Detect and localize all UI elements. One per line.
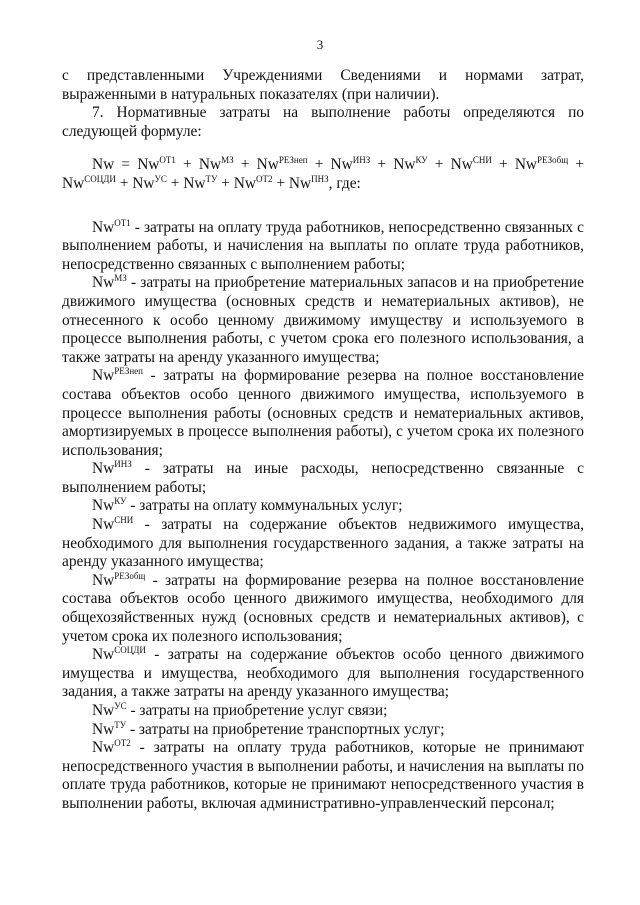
formula-lhs: Nw xyxy=(92,156,115,174)
definition-reznep: $Nw^{РЕЗнеп}$ - затраты на формирование резерва на полное восстановление состава объектов особо ценного движимого имущества, используемого в процессе выполнения работы (основных средств и нематериальных активов, амортизируемых в процессе выполнения работы), с учетом срока их полезного использования; xyxy=(62,366,584,459)
definition-ot1: $Nw^{ОТ1}$ - затраты на оплату труда работников, непосредственно связанных с выполнением работы, и начисления на выплаты по оплате труда работников, непосредственно связанных с выполнением работы; xyxy=(62,217,584,273)
formula-term: $Nw^{КУ}$ xyxy=(393,155,428,174)
section-7-paragraph: 7. Нормативные затраты на выполнение работы определяются по следующей формуле: xyxy=(62,104,584,140)
cost-formula: $Nw = Nw^{ОТ1} + Nw^{МЗ} + Nw^{РЕЗнеп} + Nw^{ИНЗ} + Nw^{КУ} + Nw^{СНИ} + Nw^{РЕЗобщ} + Nw^{СОЦДИ} + Nw^{УС} + Nw^{ТУ} + Nw^{ОТ2} + Nw^{ПНЗ}$, где: xyxy=(62,155,584,192)
definition-mz: $Nw^{МЗ}$ - затраты на приобретение материальных запасов и на приобретение движимого имущества (основных средств и нематериальных активов), не отнесенного к особо ценному движимому имуществу и используемого в процессе выполнения работы, с учетом срока его полезного использования, а также затраты на аренду указанного имущества; xyxy=(62,273,584,366)
intro-paragraph: с представленными Учреждениями Сведениями и нормами затрат, выраженными в натуральных показателях (при наличии). xyxy=(62,67,584,103)
formula-term: $Nw^{ПНЗ}$ xyxy=(288,173,329,192)
formula-term: $Nw^{УС}$ xyxy=(132,173,167,192)
formula-term: $Nw^{СОЦДИ}$ xyxy=(62,173,116,192)
definition-us: $Nw^{УС}$ - затраты на приобретение услуг связи; xyxy=(92,701,388,719)
formula-term: $Nw^{РЕЗобщ}$ xyxy=(514,155,569,174)
formula-term: $Nw^{МЗ}$ xyxy=(198,155,234,174)
formula-term: $Nw^{ОТ1}$ xyxy=(137,155,176,174)
definition-ot2: $Nw^{ОТ2}$ - затраты на оплату труда работников, которые не принимают непосредственного участия в выполнении работы, и начисления на выплаты по оплате труда работников, которые не принимают непосредственного участия в выполнении работы, включая административно-управленческий персонал; xyxy=(62,738,584,812)
definition-inz: $Nw^{ИНЗ}$ - затраты на иные расходы, непосредственно связанные с выполнением работы; xyxy=(62,459,584,496)
formula-term: $Nw^{ИНЗ}$ xyxy=(330,155,371,174)
page-number: 3 xyxy=(316,37,324,52)
definition-tu: $Nw^{ТУ}$ - затраты на приобретение транспортных услуг; xyxy=(92,719,445,738)
definition-rezobsch: $Nw^{РЕЗобщ}$ - затраты на формирование резерва на полное восстановление состава объектов особо ценного движимого имущества, необходимого для общехозяйственных нужд (основных средств и нематериальных активов), с учетом срока их полезного использования; xyxy=(62,570,584,645)
formula-term: $Nw^{ТУ}$ xyxy=(183,173,218,192)
formula-term: $Nw^{СНИ}$ xyxy=(450,155,492,174)
formula-term: $Nw^{РЕЗнеп}$ xyxy=(256,155,308,174)
definition-socdi: $Nw^{СОЦДИ}$ - затраты на содержание объектов особо ценного движимого имущества и имущества, необходимого для выполнения государственного задания, а также затраты на аренду указанного имущества; xyxy=(62,645,584,701)
formula-term: $Nw^{ОТ2}$ xyxy=(233,173,273,192)
definition-ku: $Nw^{КУ}$ - затраты на оплату коммунальных услуг; xyxy=(92,496,403,515)
definition-sni: $Nw^{СНИ}$ - затраты на содержание объектов недвижимого имущества, необходимого для выполнения государственного задания, а также затраты на аренду указанного имущества; xyxy=(62,515,584,571)
document-body xyxy=(62,67,584,814)
